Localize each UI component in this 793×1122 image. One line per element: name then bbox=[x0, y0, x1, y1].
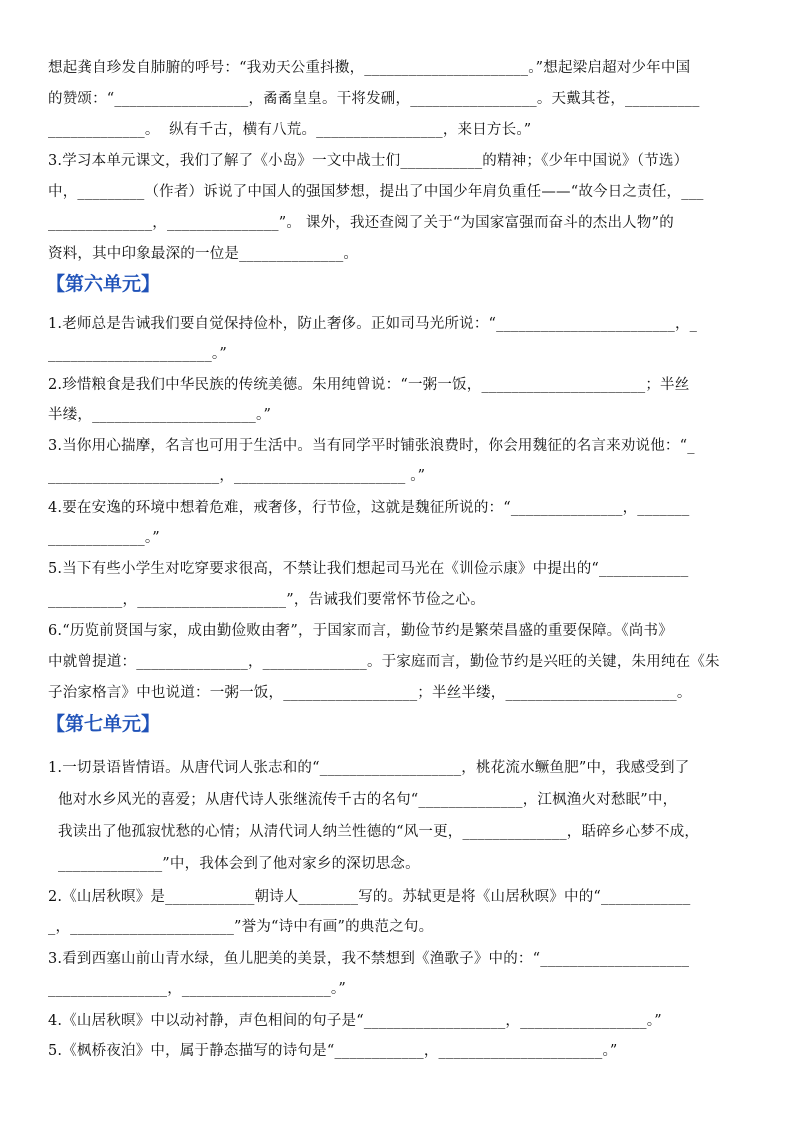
text-line: __________，____________________”，告诫我们要常怀节俭之心。 bbox=[48, 592, 485, 608]
text-line: 3.看到西塞山前山青水绿，鱼儿肥美的美景，我不禁想到《渔歌子》中的：“____________________ bbox=[48, 951, 690, 967]
text-line: 2.《山居秋暝》是____________朝诗人________写的。苏轼更是将《山居秋暝》中的“____________ bbox=[48, 889, 691, 905]
text-line: ______________________。” bbox=[48, 346, 227, 362]
text-line: 3.当你用心揣摩，名言也可用于生活中。当有同学平时铺张浪费时，你会用魏征的名言来劝说他：“_ bbox=[48, 438, 695, 454]
text-line: 的赞颂：“__________________，矞矞皇皇。干将发硎，_________________。天戴其苍，__________ bbox=[48, 91, 700, 107]
text-line: ________________，____________________。” bbox=[48, 981, 346, 997]
text-line: 4.《山居秋暝》中以动衬静，声色相间的句子是“___________________，_________________。” bbox=[48, 1013, 662, 1029]
text-line: 资料，其中印象最深的一位是______________。 bbox=[48, 246, 359, 262]
text-line: ______________”中，我体会到了他对家乡的深切思念。 bbox=[58, 856, 420, 872]
text-line: 6.“历览前贤国与家，成由勤俭败由奢”，于国家而言，勤俭节约是繁荣昌盛的重要保障。《尚书》 bbox=[48, 623, 673, 639]
text-line: 子治家格言》中也说道：一粥一饭，__________________；半丝半缕，_______________________。 bbox=[48, 685, 692, 701]
text-line: 5.《枫桥夜泊》中，属于静态描写的诗句是“____________，______________________。” bbox=[48, 1043, 618, 1059]
text-line: 想起龚自珍发自肺腑的呼号：“我劝天公重抖擞，______________________。”想起梁启超对少年中国 bbox=[48, 60, 691, 76]
text-line: 中就曾提道：_______________，______________。于家庭而言，勤俭节约是兴旺的关键，朱用纯在《朱 bbox=[48, 654, 720, 670]
text-line: 中，_________（作者）诉说了中国人的强国梦想，提出了中国少年肩负重任——“故今日之责任，___ bbox=[48, 184, 704, 200]
text-line: 半缕，______________________。” bbox=[48, 407, 272, 423]
text-line: _______________________，_______________________ 。” bbox=[48, 468, 426, 484]
unit-heading: 【第六单元】 bbox=[46, 273, 161, 295]
text-line: _____________。” bbox=[48, 530, 160, 546]
text-line: 他对水乡风光的喜爱；从唐代诗人张继流传千古的名句“______________，江枫渔火对愁眠”中， bbox=[58, 792, 678, 808]
text-line: _____________。 纵有千古，横有八荒。_________________，来日方长。” bbox=[48, 122, 532, 138]
text-line: 3.学习本单元课文，我们了解了《小岛》一文中战士们___________的精神；《少年中国说》（节选） bbox=[48, 153, 689, 169]
text-line: 我读出了他孤寂忧愁的心情；从清代词人纳兰性德的“风一更，______________，聒碎乡心梦不成， bbox=[58, 824, 700, 840]
text-line: 2.珍惜粮食是我们中华民族的传统美德。朱用纯曾说：“一粥一饭，______________________；半丝 bbox=[48, 377, 690, 393]
text-line: _，______________________”誉为“诗中有画”的典范之句。 bbox=[48, 919, 434, 935]
text-line: 1.老师总是告诫我们要自觉保持俭朴，防止奢侈。正如司马光所说：“________________________，_ bbox=[48, 316, 698, 332]
text-line: 5.当下有些小学生对吃穿要求很高，不禁让我们想起司马光在《训俭示康》中提出的“____________ bbox=[48, 561, 689, 577]
text-line: 4.要在安逸的环境中想着危难，戒奢侈，行节俭，这就是魏征所说的：“_______________，_______ bbox=[48, 500, 690, 516]
text-line: ______________，_______________”。 课外，我还查阅了关于“为国家富强而奋斗的杰出人物”的 bbox=[48, 215, 674, 231]
unit-heading: 【第七单元】 bbox=[46, 713, 161, 735]
text-line: 1.一切景语皆情语。从唐代词人张志和的“___________________，桃花流水鳜鱼肥”中，我感受到了 bbox=[48, 760, 690, 776]
